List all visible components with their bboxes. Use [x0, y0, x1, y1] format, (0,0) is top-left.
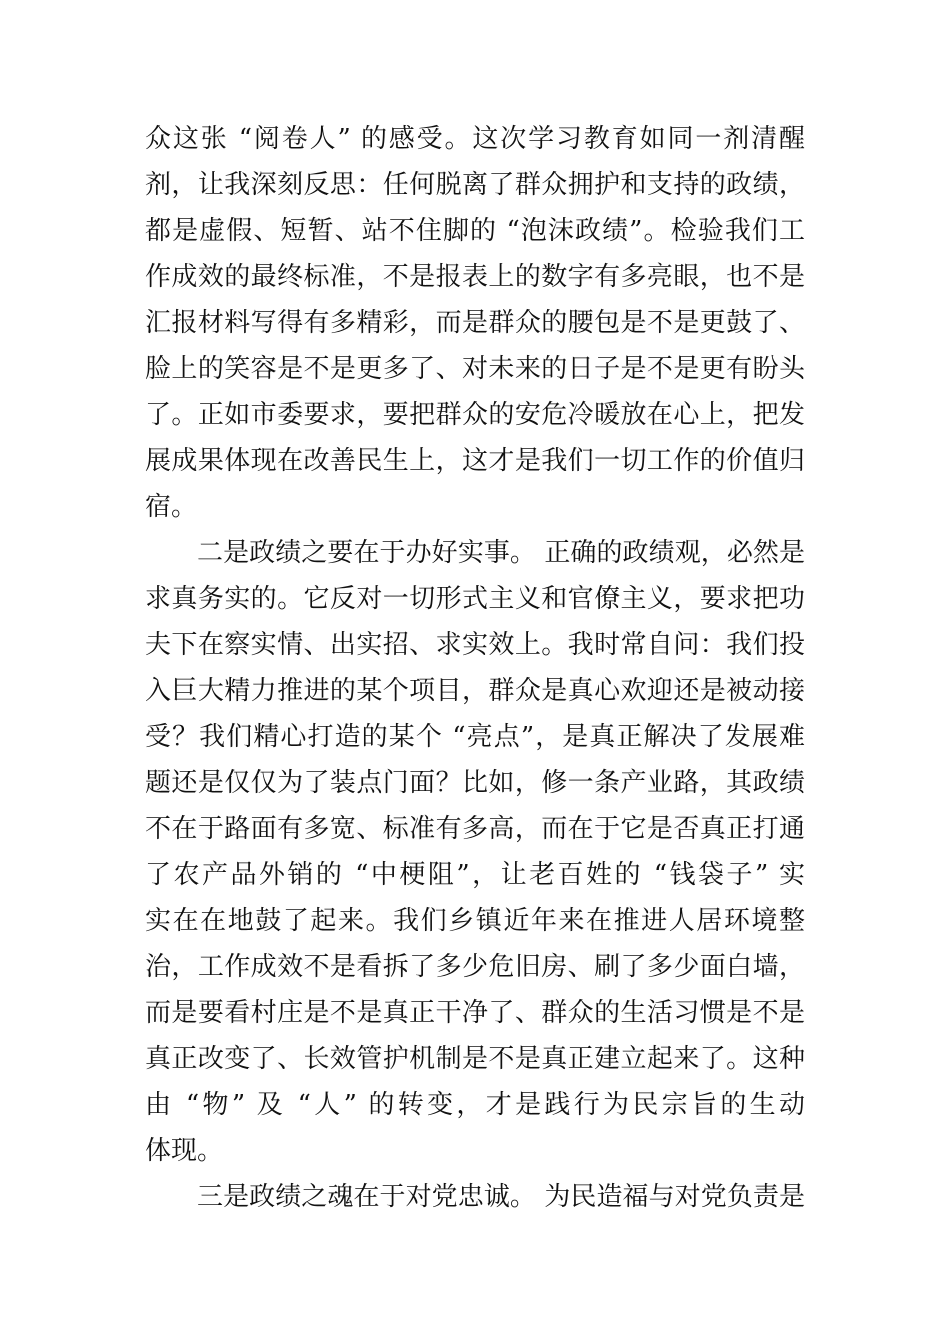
paragraph-heading-line: 三是政绩之魂在于对党忠诚。 为民造福与对党负责是: [197, 1182, 805, 1212]
text-line: 由 “物” 及 “人” 的转变，才是践行为民宗旨的生动: [145, 1090, 805, 1120]
text-line: 求真务实的。它反对一切形式主义和官僚主义，要求把功: [145, 584, 805, 614]
text-line: 题还是仅仅为了装点门面？比如，修一条产业路，其政绩: [145, 768, 805, 798]
text-line: 汇报材料写得有多精彩，而是群众的腰包是不是更鼓了、: [145, 308, 805, 338]
text-line: 治，工作成效不是看拆了多少危旧房、刷了多少面白墙，: [145, 952, 805, 982]
text-line: 入巨大精力推进的某个项目，群众是真心欢迎还是被动接: [145, 676, 805, 706]
text-line: 脸上的笑容是不是更多了、对未来的日子是不是更有盼头: [145, 354, 805, 384]
paragraph-heading-line: 二是政绩之要在于办好实事。 正确的政绩观，必然是: [197, 538, 805, 568]
text-line: 宿。: [145, 492, 198, 522]
text-line: 了。正如市委要求，要把群众的安危冷暖放在心上，把发: [145, 400, 805, 430]
text-line: 作成效的最终标准，不是报表上的数字有多亮眼，也不是: [145, 262, 805, 292]
text-line: 都是虚假、短暂、站不住脚的 “泡沫政绩”。检验我们工: [145, 216, 805, 246]
text-line: 体现。: [145, 1136, 224, 1166]
text-line: 实在在地鼓了起来。我们乡镇近年来在推进人居环境整: [145, 906, 805, 936]
text-line: 展成果体现在改善民生上，这才是我们一切工作的价值归: [145, 446, 805, 476]
text-line: 了农产品外销的 “中梗阻”，让老百姓的 “钱袋子” 实: [145, 860, 805, 890]
text-line: 不在于路面有多宽、标准有多高，而在于它是否真正打通: [145, 814, 805, 844]
text-line: 受？我们精心打造的某个 “亮点”，是真正解决了发展难: [145, 722, 805, 752]
text-line: 夫下在察实情、出实招、求实效上。我时常自问：我们投: [145, 630, 805, 660]
text-line: 剂，让我深刻反思：任何脱离了群众拥护和支持的政绩，: [145, 170, 805, 200]
text-line: 众这张 “阅卷人” 的感受。这次学习教育如同一剂清醒: [145, 124, 805, 154]
text-line: 而是要看村庄是不是真正干净了、群众的生活习惯是不是: [145, 998, 805, 1028]
text-line: 真正改变了、长效管护机制是不是真正建立起来了。这种: [145, 1044, 805, 1074]
